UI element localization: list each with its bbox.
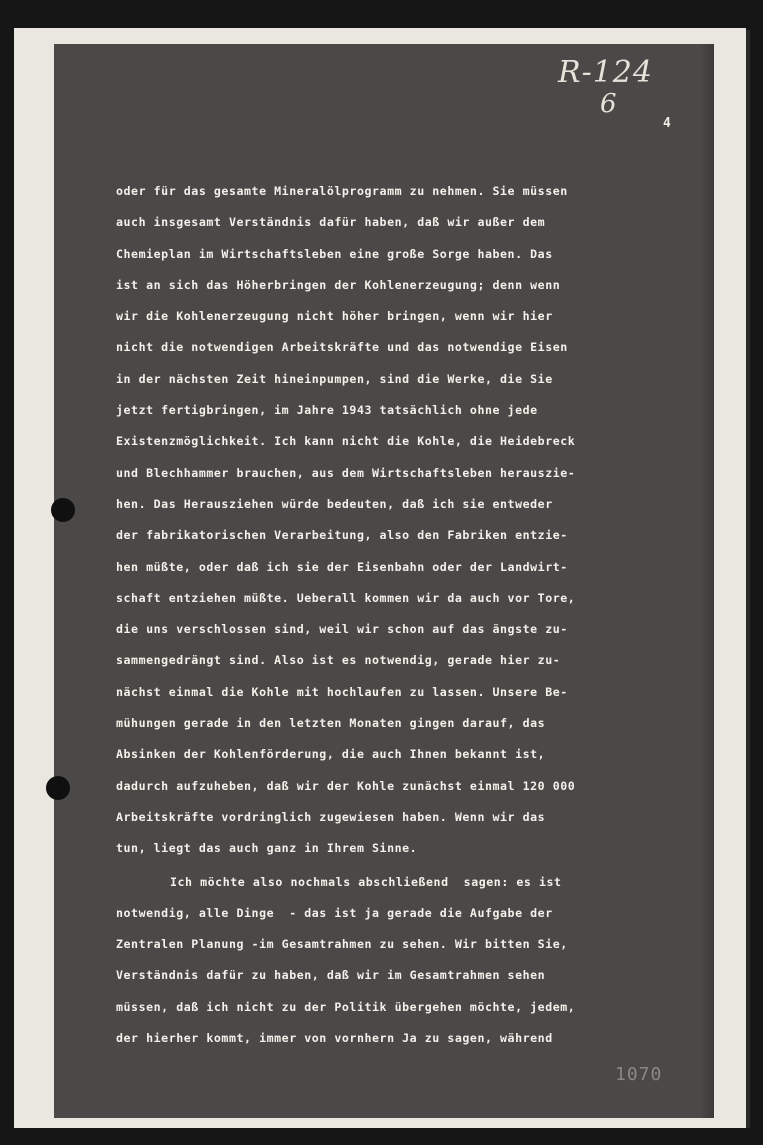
text-line: Arbeitskräfte vordringlich zugewiesen haben. Wenn wir das <box>116 809 546 824</box>
sheet-edge-shadow <box>746 30 750 1128</box>
text-line: Zentralen Planung -im Gesamtrahmen zu sehen. Wir bitten Sie, <box>116 937 568 952</box>
text-line: mühungen gerade in den letzten Monaten gingen darauf, das <box>116 716 546 731</box>
text-line: der hierher kommt, immer von vornhern Ja zu sagen, während <box>116 1031 553 1046</box>
text-line: tun, liegt das auch ganz in Ihrem Sinne. <box>116 841 418 856</box>
negative-right-edge <box>700 44 714 1118</box>
text-line: dadurch aufzuheben, daß wir der Kohle zunächst einmal 120 000 <box>116 778 576 793</box>
text-line: nicht die notwendigen Arbeitskräfte und das notwendige Eisen <box>116 340 568 355</box>
text-line: sammengedrängt sind. Also ist es notwendig, gerade hier zu- <box>116 653 561 668</box>
archive-reference: R-124 <box>558 55 653 90</box>
text-line: auch insgesamt Verständnis dafür haben, daß wir außer dem <box>116 215 546 230</box>
text-line: wir die Kohlenerzeugung nicht höher bringen, wenn wir hier <box>116 309 553 324</box>
text-line: notwendig, alle Dinge - das ist ja gerade die Aufgabe der <box>116 905 553 920</box>
archive-subnumber: 6 <box>600 89 617 119</box>
text-line: die uns verschlossen sind, weil wir schon auf das ängste zu- <box>116 622 568 637</box>
text-line: in der nächsten Zeit hineinpumpen, sind die Werke, die Sie <box>116 371 553 386</box>
punch-hole <box>46 776 70 800</box>
text-line: und Blechhammer brauchen, aus dem Wirtschaftsleben herauszie- <box>116 465 576 480</box>
text-line: Ich möchte also nochmals abschließend sagen: es ist <box>170 874 562 889</box>
text-line: oder für das gesamte Mineralölprogramm zu nehmen. Sie müssen <box>116 184 568 198</box>
text-line: ist an sich das Höherbringen der Kohlenerzeugung; denn wenn <box>116 277 561 292</box>
text-line: schaft entziehen müßte. Ueberall kommen wir da auch vor Tore, <box>116 590 576 605</box>
punch-hole <box>51 498 75 522</box>
text-line: müssen, daß ich nicht zu der Politik übergehen möchte, jedem, <box>116 999 576 1014</box>
frame-number-stamp: 1070 <box>615 1064 663 1085</box>
text-line: Verständnis dafür zu haben, daß wir im Gesamtrahmen sehen <box>116 968 546 983</box>
page-number: 4 <box>663 116 671 131</box>
text-line: Absinken der Kohlenförderung, die auch Ihnen bekannt ist, <box>116 747 546 762</box>
text-line: Existenzmöglichkeit. Ich kann nicht die Kohle, die Heidebreck <box>116 434 576 449</box>
text-line: jetzt fertigbringen, im Jahre 1943 tatsächlich ohne jede <box>116 403 538 418</box>
text-line: der fabrikatorischen Verarbeitung, also den Fabriken entzie- <box>116 528 568 543</box>
text-line: hen müßte, oder daß ich sie der Eisenbahn oder der Landwirt- <box>116 559 568 574</box>
text-line: nächst einmal die Kohle mit hochlaufen zu lassen. Unsere Be- <box>116 684 568 699</box>
typewritten-body <box>116 176 686 1054</box>
handwritten-archive-mark <box>558 55 668 125</box>
text-line: Chemieplan im Wirtschaftsleben eine große Sorge haben. Das <box>116 246 553 261</box>
text-line: hen. Das Herausziehen würde bedeuten, daß ich sie entweder <box>116 496 553 511</box>
